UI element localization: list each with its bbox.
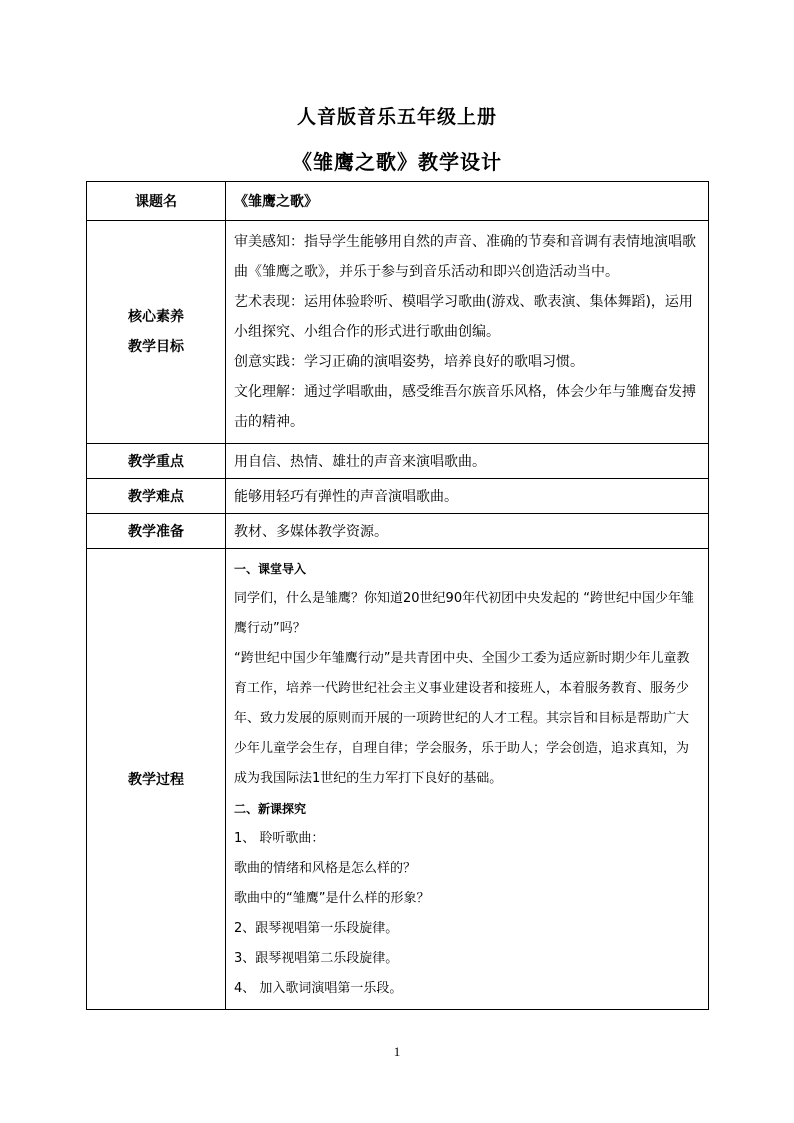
process-question: 歌曲的情绪和风格是怎么样的？ [234,861,417,876]
focus-value: 用自信、热情、雄壮的声音来演唱歌曲。 [226,444,709,479]
process-paragraph: 同学们，什么是雏鹰？你知道20世纪90年代初团中央发起的 “跨世纪中国少年雏鹰行动”吗？ [234,591,694,636]
prep-label: 教学准备 [87,514,226,549]
document-subtitle: 《雏鹰之歌》教学设计 [292,150,502,174]
goals-value [226,221,709,444]
process-paragraph: “跨世纪中国少年雏鹰行动”是共青团中央、全国少工委为适应新时期少年儿童教育工作，培养一代跨世纪社会主义事业建设者和接班人，本着服务教育、服务少年、致力发展的原则而开展的一项跨世纪的人才工程。其宗旨和目标是帮助广大少年儿童学会生存，自理自律；学会服务，乐于助人；学会创造，追求真知，为成为我国际法1世纪的生力军打下良好的基础。 [234,651,690,786]
table-row-topic [87,182,709,221]
table-row-focus [87,444,709,479]
table-row-goals [87,221,709,444]
goals-label [87,221,226,444]
page-number: 1 [393,1044,401,1059]
process-value [226,549,709,1010]
goal-artistic: 艺术表现：运用体验聆听、模唱学习歌曲(游戏、歌表演、集体舞蹈)，运用小组探究、小组合作的形式进行歌曲创编。 [234,294,693,340]
process-label: 教学过程 [87,549,226,1010]
lesson-plan-table [86,181,709,1010]
prep-value: 教材、多媒体教学资源。 [226,514,709,549]
goal-creative: 创意实践：学习正确的演唱姿势，培养良好的歌唱习惯。 [234,354,584,370]
focus-label: 教学重点 [87,444,226,479]
process-heading-intro: 一、课堂导入 [234,562,307,576]
difficulty-label: 教学难点 [87,479,226,514]
table-row-process [87,549,709,1010]
process-step: 4、 加入歌词演唱第一乐段。 [234,981,403,996]
table-row-prep [87,514,709,549]
process-heading-new: 二、新课探究 [234,802,307,816]
topic-label: 课题名 [87,182,226,221]
table-row-difficulty [87,479,709,514]
goal-aesthetic: 审美感知：指导学生能够用自然的声音、准确的节奏和音调有表情地演唱歌曲《雏鹰之歌》，并乐于参与到音乐活动和即兴创造活动当中。 [234,234,696,280]
process-question: 歌曲中的“雏鹰”是什么样的形象？ [234,891,430,906]
difficulty-value: 能够用轻巧有弹性的声音演唱歌曲。 [226,479,709,514]
goal-cultural: 文化理解：通过学唱歌曲，感受维吾尔族音乐风格，体会少年与雏鹰奋发搏击的精神。 [234,384,696,430]
process-step: 3、跟琴视唱第二乐段旋律。 [234,951,399,966]
document-title: 人音版音乐五年级上册 [296,106,497,128]
process-step: 2、跟琴视唱第一乐段旋律。 [234,921,399,936]
goals-label-line1: 核心素养 [128,309,184,325]
goals-label-line2: 教学目标 [128,339,184,355]
topic-value: 《雏鹰之歌》 [226,182,709,221]
process-step: 1、 聆听歌曲： [234,831,325,846]
